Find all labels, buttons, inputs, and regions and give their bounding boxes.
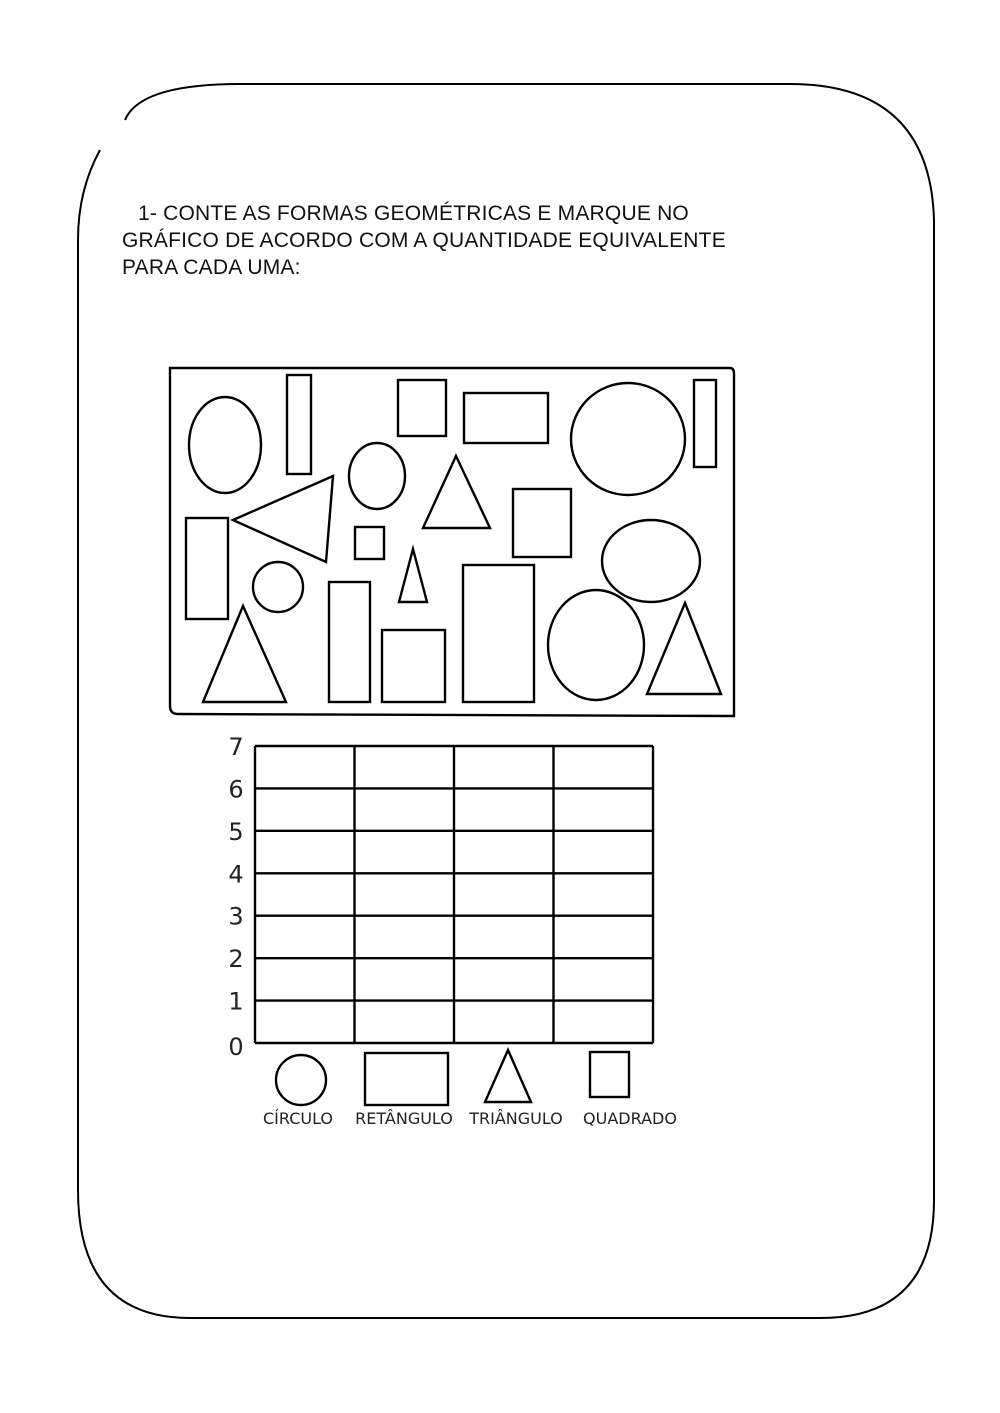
category-label: QUADRADO [583,1109,677,1128]
rectangle-shape [463,565,534,702]
shapes-panel [170,368,734,716]
square-shape [382,630,445,702]
square-icon [590,1052,629,1097]
triangle-shape [647,603,721,694]
y-tick-label: 2 [228,945,244,974]
triangle-shape [203,606,286,702]
instructions [122,200,822,281]
y-tick-label: 6 [228,775,244,804]
category-label: RETÂNGULO [355,1109,453,1128]
y-tick-label: 4 [228,860,244,889]
triangle-shape [399,549,427,602]
circle-shape [349,443,405,509]
circle-icon [276,1055,326,1105]
instruction-line-1: 1- CONTE AS FORMAS GEOMÉTRICAS E MARQUE NO [138,202,689,225]
instruction-line-2: GRÁFICO DE ACORDO COM A QUANTIDADE EQUIVALENTE [122,229,726,252]
rectangle-icon [365,1053,448,1105]
circle-shape [548,590,644,700]
y-tick-label: 5 [228,817,244,846]
triangle-shape [233,476,333,562]
circle-shape [571,383,685,495]
rectangle-shape [694,380,716,467]
rectangle-shape [464,393,548,443]
category-label: CÍRCULO [262,1109,334,1128]
y-tick-label: 3 [228,902,244,931]
circle-shape [253,562,303,612]
y-tick-label: 1 [228,987,244,1016]
category-icons [276,1050,629,1105]
rectangle-shape [287,375,311,474]
bar-chart [228,733,677,1128]
category-label: TRIÂNGULO [469,1109,563,1128]
rectangle-shape [186,518,228,619]
triangle-icon [485,1050,531,1102]
circle-shape [602,520,700,602]
instruction-line-3: PARA CADA UMA: [122,256,301,279]
y-tick-label: 7 [228,733,244,761]
rectangle-shape [329,582,370,702]
triangle-shape [423,456,490,528]
y-tick-label: 0 [228,1033,244,1061]
square-shape [355,527,384,559]
square-shape [513,489,571,557]
square-shape [398,380,446,436]
circle-shape [189,397,261,493]
